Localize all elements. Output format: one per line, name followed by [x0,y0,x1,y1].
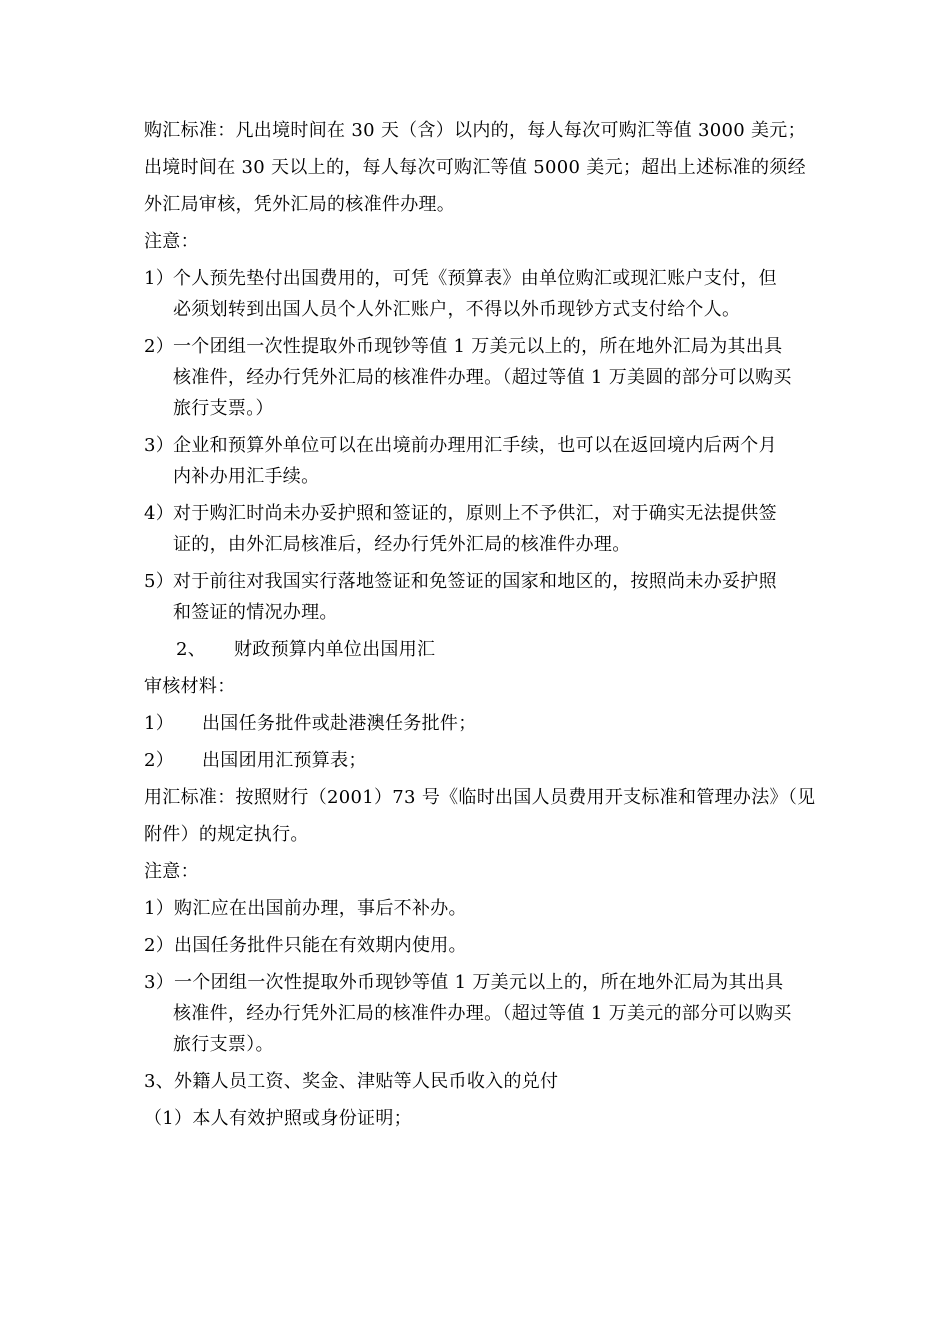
section3-item-1: （1）本人有效护照或身份证明； [144,1108,412,1129]
item-number: 1） [144,713,175,734]
item-number: 3） [144,435,175,456]
notice-item-5-cont: 和签证的情况办理。 [173,602,338,623]
notice2-item-2: 2）出国任务批件只能在有效期内使用。 [144,935,467,956]
item-text: 出国任务批件或赴港澳任务批件； [202,713,477,734]
purchase-standard-line-2: 出境时间在 30 天以上的，每人每次可购汇等值 5000 美元；超出上述标准的须经 [144,157,806,178]
item-text: 一个团组一次性提取外币现钞等值 1 万美元以上的，所在地外汇局为其出具 [173,336,783,357]
item-number: 2） [144,750,175,771]
notice-item-2-cont-2: 旅行支票。） [173,398,274,419]
notice-item-2-cont-1: 核准件，经办行凭外汇局的核准件办理。（超过等值 1 万美圆的部分可以购买 [173,367,792,388]
usage-standard-line-1: 用汇标准：按照财行（2001）73 号《临时出国人员费用开支标准和管理办法》（见 [144,787,816,808]
notice-item-1-cont: 必须划转到出国人员个人外汇账户，不得以外币现钞方式支付给个人。 [173,299,741,320]
notice-heading-1: 注意： [144,231,199,252]
notice-item-5 [144,566,824,597]
section-heading-2 [144,634,824,665]
section-number: 2、 [176,639,207,660]
notice2-item-3-cont-1: 核准件，经办行凭外汇局的核准件办理。（超过等值 1 万美元的部分可以购买 [173,1003,792,1024]
notice-item-3-cont: 内补办用汇手续。 [173,466,320,487]
item-text: 对于前往对我国实行落地签证和免签证的国家和地区的，按照尚未办妥护照 [173,571,777,592]
notice-item-4 [144,498,824,529]
notice2-item-3: 3）一个团组一次性提取外币现钞等值 1 万美元以上的，所在地外汇局为其出具 [144,972,784,993]
purchase-standard-line-1: 购汇标准：凡出境时间在 30 天（含）以内的，每人每次可购汇等值 3000 美元； [144,120,806,141]
section-title: 财政预算内单位出国用汇 [234,639,436,660]
notice-item-4-cont: 证的，由外汇局核准后，经办行凭外汇局的核准件办理。 [173,534,631,555]
notice-item-1 [144,263,824,294]
item-number: 2） [144,336,175,357]
item-text: 个人预先垫付出国费用的，可凭《预算表》由单位购汇或现汇账户支付，但 [173,268,777,289]
notice-heading-2: 注意： [144,861,199,882]
notice2-item-3-cont-2: 旅行支票）。 [173,1034,274,1055]
item-number: 1） [144,268,175,289]
item-text: 出国团用汇预算表； [202,750,367,771]
document-body [144,115,824,1134]
notice2-item-1: 1）购汇应在出国前办理，事后不补办。 [144,898,467,919]
notice-item-3 [144,430,824,461]
material-item-1 [144,708,824,739]
usage-standard-line-2: 附件）的规定执行。 [144,824,309,845]
item-text: 对于购汇时尚未办妥护照和签证的，原则上不予供汇，对于确实无法提供签 [173,503,777,524]
review-materials-heading: 审核材料： [144,676,236,697]
material-item-2 [144,745,824,776]
item-text: 企业和预算外单位可以在出境前办理用汇手续，也可以在返回境内后两个月 [173,435,777,456]
notice-item-2 [144,331,824,362]
section-heading-3: 3、外籍人员工资、奖金、津贴等人民币收入的兑付 [144,1071,559,1092]
item-number: 5） [144,571,175,592]
purchase-standard-line-3: 外汇局审核，凭外汇局的核准件办理。 [144,194,456,215]
item-number: 4） [144,503,175,524]
